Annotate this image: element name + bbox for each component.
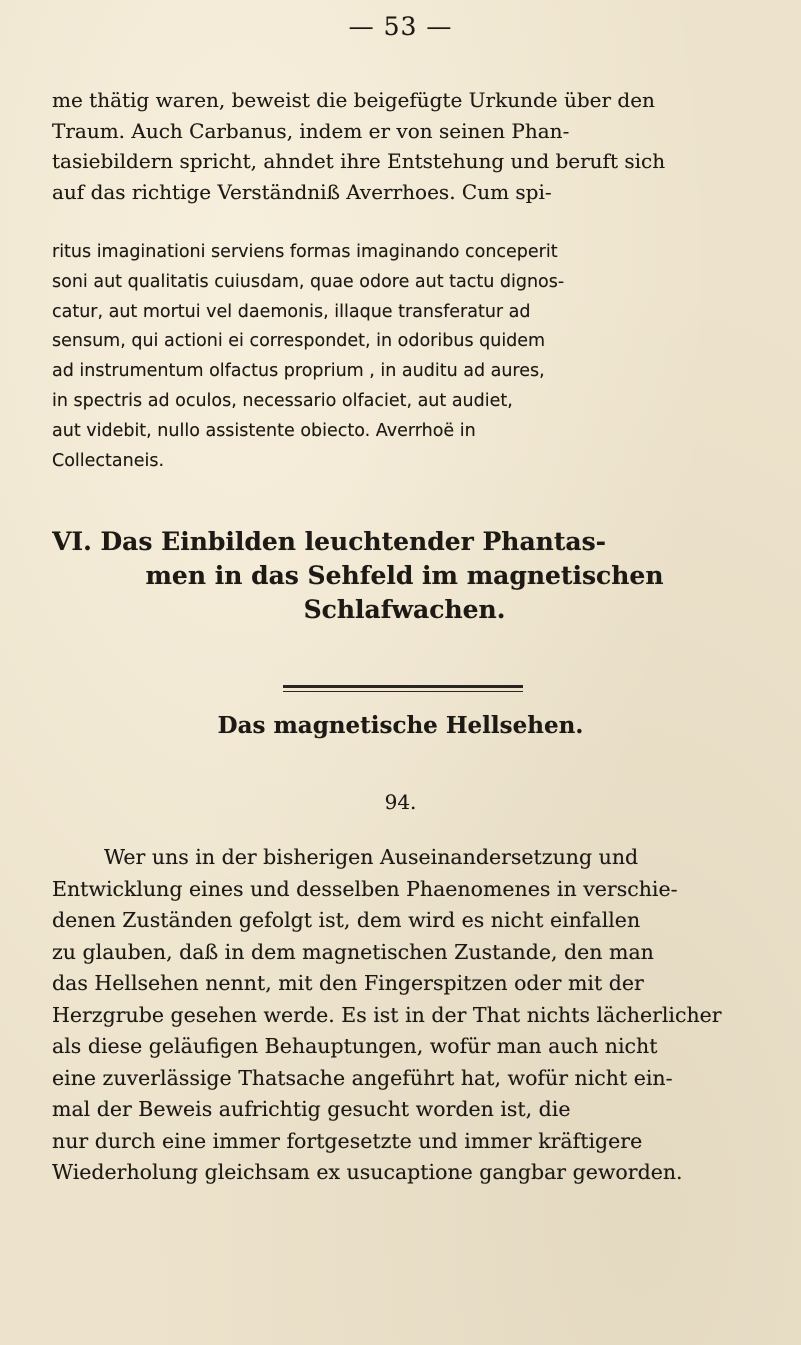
text-line: aut videbit, nullo assistente obiecto. Averrhoë in (52, 420, 476, 441)
subheading: Das magnetische Hellsehen. (217, 712, 584, 739)
text-line: Wiederholung gleichsam ex usucaptione gangbar geworden. (52, 1160, 683, 1184)
latin-quotation (52, 238, 757, 476)
text-line: denen Zuständen gefolgt ist, dem wird es nicht einfallen (52, 908, 641, 932)
text-line: ad instrumentum olfactus proprium , in auditu ad aures, (52, 361, 545, 382)
text-line: Herzgrube gesehen werde. Es ist in der That nichts lächerlicher (52, 1002, 722, 1027)
text-line: auf das richtige Verständniß Averrhoes. Cum spi- (52, 179, 552, 204)
section-heading (52, 525, 757, 627)
text-line: zu glauben, daß in dem magnetischen Zustande, den man (52, 939, 654, 964)
text-line: sensum, qui actioni ei correspondet, in odoribus quidem (52, 331, 546, 352)
text-line: me thätig waren, beweist die beigefügte Urkunde über den (52, 88, 655, 112)
text-line: tasiebildern spricht, ahndet ihre Entstehung und beruft sich (52, 149, 666, 173)
heading-line: VI. Das Einbilden leuchtender Phantas- (52, 527, 607, 556)
divider-rule (283, 685, 523, 688)
text-line: ritus imaginationi serviens formas imaginando conceperit (52, 242, 558, 262)
text-line: in spectris ad oculos, necessario olfaciet, aut audiet, (52, 390, 513, 411)
page-number: — 53 — (348, 12, 453, 41)
text-line: Wer uns in der bisherigen Auseinandersetzung und (104, 845, 639, 869)
main-paragraph (52, 842, 757, 1189)
heading-line: Schlafwachen. (303, 595, 506, 624)
text-line: soni aut qualitatis cuiusdam, quae odore aut tactu dignos- (52, 271, 565, 292)
text-line: nur durch eine immer fortgesetzte und immer kräftigere (52, 1128, 643, 1153)
text-line: mal der Beweis aufrichtig gesucht worden ist, die (52, 1097, 571, 1121)
section-number: 94. (384, 790, 417, 814)
continued-paragraph (52, 85, 757, 207)
text-line: Entwicklung eines und desselben Phaenomenes in verschie- (52, 876, 678, 901)
text-line: Traum. Auch Carbanus, indem er von seinen Phan- (52, 118, 570, 143)
text-line: das Hellsehen nennt, mit den Fingerspitzen oder mit der (52, 971, 644, 995)
text-line: catur, aut mortui vel daemonis, illaque transferatur ad (52, 301, 531, 322)
divider-rule-thin (283, 691, 523, 692)
text-line: eine zuverlässige Thatsache angeführt hat, wofür nicht ein- (52, 1065, 673, 1090)
heading-line: men in das Sehfeld im magnetischen (145, 561, 664, 590)
text-line: Collectaneis. (52, 450, 165, 471)
text-line: als diese geläufigen Behauptungen, wofür man auch nicht (52, 1034, 658, 1058)
